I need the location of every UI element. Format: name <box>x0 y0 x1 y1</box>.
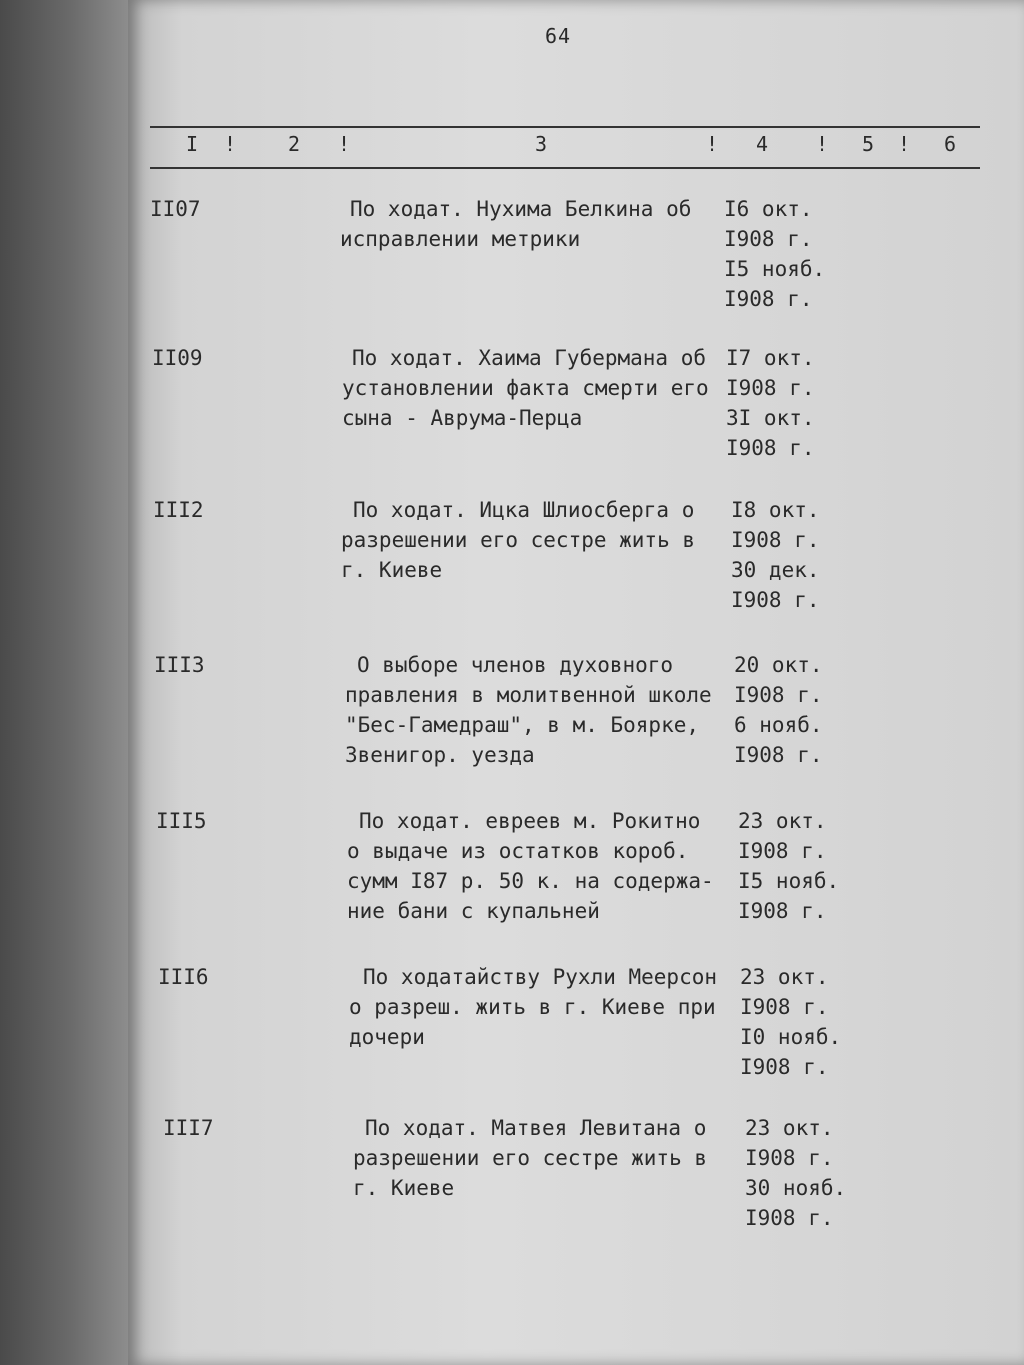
date-line: I5 нояб. <box>738 869 840 893</box>
case-dates <box>734 650 823 770</box>
header-separator: ! <box>898 132 911 156</box>
description-line: о разреш. жить в г. Киеве при <box>349 995 716 1019</box>
case-dates <box>724 194 825 314</box>
description-line: г. Киеве <box>341 558 443 582</box>
header-separator: ! <box>338 132 351 156</box>
header-col-4: 4 <box>756 132 769 156</box>
case-number: III5 <box>156 809 207 833</box>
date-line: I908 г. <box>724 227 813 251</box>
date-line: I908 г. <box>740 1055 829 1079</box>
date-line: I908 г. <box>734 743 823 767</box>
date-line: I0 нояб. <box>740 1025 842 1049</box>
description-line: разрешении его сестре жить в <box>353 1146 708 1170</box>
date-line: I908 г. <box>726 376 815 400</box>
description-line: разрешении его сестре жить в <box>341 528 696 552</box>
description-line: г. Киеве <box>353 1176 455 1200</box>
book-binding <box>0 0 128 1365</box>
case-description <box>340 194 740 254</box>
header-separator: ! <box>816 132 829 156</box>
table-header-bottom-rule <box>150 167 980 169</box>
date-line: 23 окт. <box>740 965 829 989</box>
case-dates <box>726 343 815 463</box>
page-number: 64 <box>545 24 572 48</box>
header-separator: ! <box>224 132 237 156</box>
date-line: 23 окт. <box>745 1116 834 1140</box>
header-separator: ! <box>706 132 719 156</box>
date-line: 23 окт. <box>738 809 827 833</box>
date-line: 30 дек. <box>731 558 820 582</box>
date-line: I5 нояб. <box>724 257 826 281</box>
case-description <box>342 343 742 433</box>
date-line: I7 окт. <box>726 346 815 370</box>
date-line: 3I окт. <box>726 406 815 430</box>
case-number: III7 <box>163 1116 214 1140</box>
description-line: Звенигор. уезда <box>345 743 535 767</box>
date-line: I908 г. <box>731 528 820 552</box>
description-line: ние бани с купальней <box>347 899 600 923</box>
description-line: о выдаче из остатков короб. <box>347 839 689 863</box>
case-dates <box>740 962 841 1082</box>
description-line: По ходат. Ицка Шлиосберга о <box>353 498 695 522</box>
case-description <box>341 495 743 585</box>
description-line: По ходат. Нухима Белкина об <box>350 197 692 221</box>
date-line: I908 г. <box>738 839 827 863</box>
case-number: III2 <box>153 498 204 522</box>
case-description <box>345 650 747 770</box>
case-description <box>353 1113 755 1203</box>
case-description <box>347 806 749 926</box>
description-line: По ходатайству Рухли Меерсон <box>363 965 718 989</box>
date-line: I908 г. <box>724 287 813 311</box>
header-col-5: 5 <box>862 132 875 156</box>
description-line: установлении факта смерти его <box>342 376 709 400</box>
case-dates <box>731 495 820 615</box>
date-line: I8 окт. <box>731 498 820 522</box>
description-line: сына - Аврума-Перца <box>342 406 583 430</box>
date-line: I908 г. <box>734 683 823 707</box>
case-number: II07 <box>150 197 201 221</box>
description-line: О выборе членов духовного <box>357 653 674 677</box>
date-line: I908 г. <box>745 1146 834 1170</box>
case-description <box>349 962 753 1052</box>
header-col-2: 2 <box>288 132 301 156</box>
date-line: I908 г. <box>738 899 827 923</box>
description-line: исправлении метрики <box>340 227 581 251</box>
date-line: 6 нояб. <box>734 713 823 737</box>
date-line: I908 г. <box>731 588 820 612</box>
date-line: I908 г. <box>745 1206 834 1230</box>
case-dates <box>745 1113 846 1233</box>
case-number: II09 <box>152 346 203 370</box>
case-number: III3 <box>154 653 205 677</box>
description-line: По ходат. евреев м. Рокитно <box>359 809 701 833</box>
date-line: I908 г. <box>726 436 815 460</box>
header-col-6: 6 <box>944 132 957 156</box>
date-line: I908 г. <box>740 995 829 1019</box>
description-line: По ходат. Хаима Губермана об <box>352 346 707 370</box>
date-line: I6 окт. <box>724 197 813 221</box>
case-dates <box>738 806 839 926</box>
description-line: "Бес-Гамедраш", в м. Боярке, <box>345 713 700 737</box>
description-line: сумм I87 р. 50 к. на содержа- <box>347 869 714 893</box>
header-col-1: I <box>186 132 199 156</box>
date-line: 30 нояб. <box>745 1176 847 1200</box>
description-line: дочери <box>349 1025 425 1049</box>
table-header <box>0 132 1024 162</box>
header-col-3: 3 <box>535 132 548 156</box>
date-line: 20 окт. <box>734 653 823 677</box>
case-number: III6 <box>158 965 209 989</box>
description-line: По ходат. Матвея Левитана о <box>365 1116 707 1140</box>
description-line: правления в молитвенной школе <box>345 683 712 707</box>
table-header-top-rule <box>150 126 980 128</box>
